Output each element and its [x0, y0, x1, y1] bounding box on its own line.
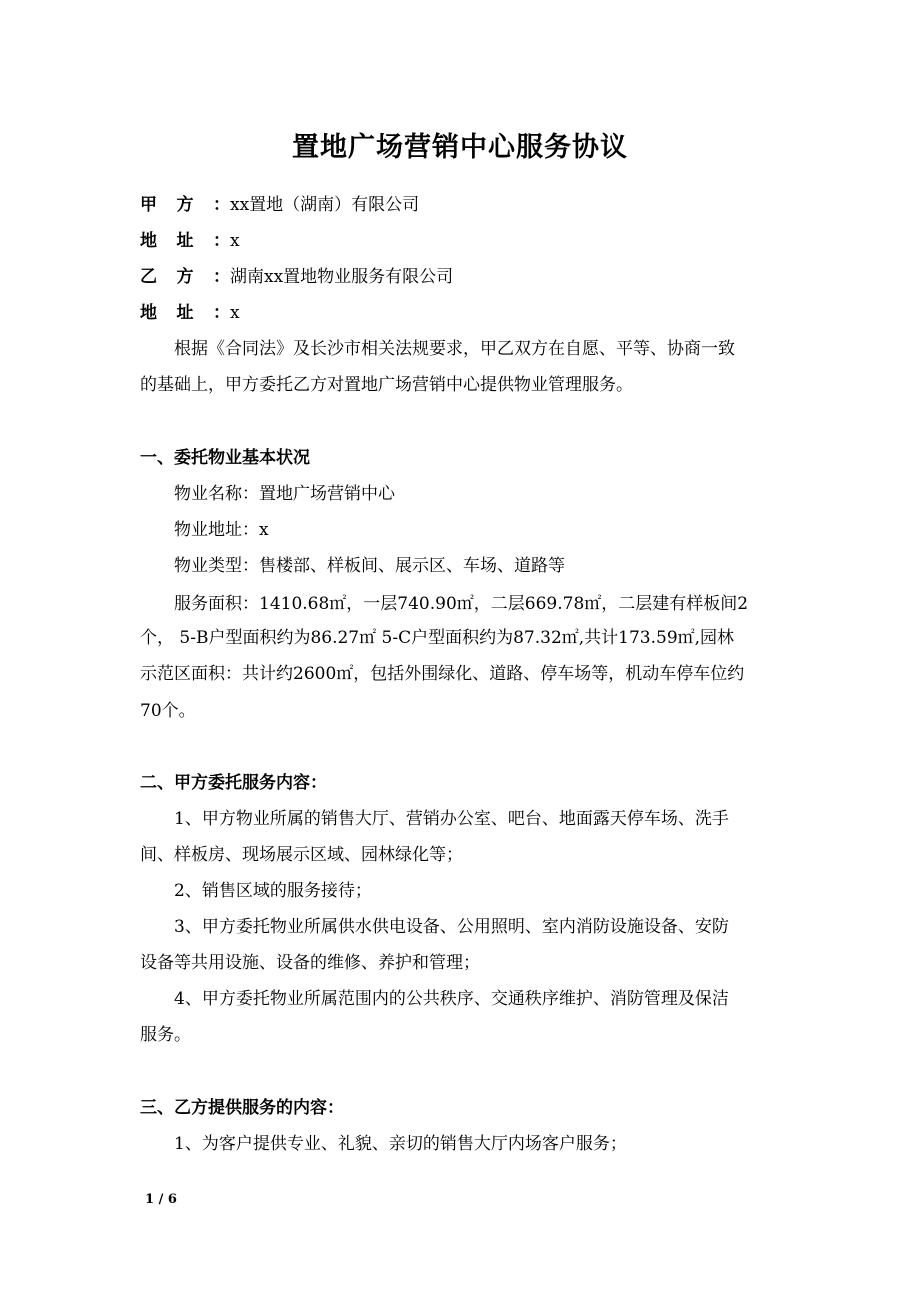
section2-item4-line1: 4、甲方委托物业所属范围内的公共秩序、交通秩序维护、消防管理及保洁 — [174, 989, 729, 1009]
party-b-label: 乙方： — [140, 267, 230, 287]
section1-heading: 一、委托物业基本状况 — [140, 448, 310, 468]
party-b-address-label: 地址： — [140, 303, 230, 323]
party-b-address-value: x — [230, 303, 240, 323]
intro-line-1: 根据《合同法》及长沙市相关法规要求，甲乙双方在自愿、平等、协商一致 — [174, 339, 735, 359]
section1-continuation-3: 70个。 — [140, 701, 196, 721]
section1-line-type: 物业类型：售楼部、样板间、展示区、车场、道路等 — [174, 556, 565, 576]
section3-item1: 1、为客户提供专业、礼貌、亲切的销售大厅内场客户服务； — [174, 1134, 627, 1154]
section2-item1-line1: 1、甲方物业所属的销售大厅、营销办公室、吧台、地面露天停车场、洗手 — [174, 809, 729, 829]
document-title: 置地广场营销中心服务协议 — [292, 132, 628, 163]
section2-item3-line1: 3、甲方委托物业所属供水供电设备、公用照明、室内消防设施设备、安防 — [174, 917, 729, 937]
section1-line-address: 物业地址：x — [174, 520, 269, 540]
party-b-value: 湖南xx置地物业服务有限公司 — [230, 267, 454, 287]
party-a-address-row — [140, 224, 790, 259]
party-a-label: 甲方： — [140, 195, 230, 215]
section2-item2: 2、销售区域的服务接待； — [174, 881, 372, 901]
party-a-address-value: x — [230, 231, 240, 251]
party-b-address-row — [140, 296, 790, 331]
section2-item3-line2: 设备等共用设施、设备的维修、养护和管理； — [140, 953, 480, 973]
section2-item4-line2: 服务。 — [140, 1025, 191, 1045]
section1-continuation-1: 个， 5-B户型面积约为86.27㎡ 5-C户型面积约为87.32㎡,共计173.59㎡,园林 — [140, 628, 735, 648]
section1-line-area: 服务面积：1410.68㎡，一层740.90㎡，二层669.78㎡，二层建有样板间2 — [174, 594, 749, 614]
section1-line-name: 物业名称：置地广场营销中心 — [174, 484, 395, 504]
page-number: 1 / 6 — [145, 1192, 177, 1207]
party-a-row — [140, 188, 790, 223]
section2-item1-line2: 间、样板房、现场展示区域、园林绿化等； — [140, 845, 463, 865]
party-a-address-label: 地址： — [140, 231, 230, 251]
section2-heading: 二、甲方委托服务内容： — [140, 773, 327, 793]
section1-continuation-2: 示范区面积：共计约2600㎡，包括外围绿化、道路、停车场等，机动车停车位约 — [140, 664, 745, 684]
party-b-row — [140, 260, 790, 295]
party-a-value: xx置地（湖南）有限公司 — [230, 195, 420, 215]
intro-line-2: 的基础上，甲方委托乙方对置地广场营销中心提供物业管理服务。 — [140, 375, 633, 395]
section3-heading: 三、乙方提供服务的内容： — [140, 1098, 344, 1118]
